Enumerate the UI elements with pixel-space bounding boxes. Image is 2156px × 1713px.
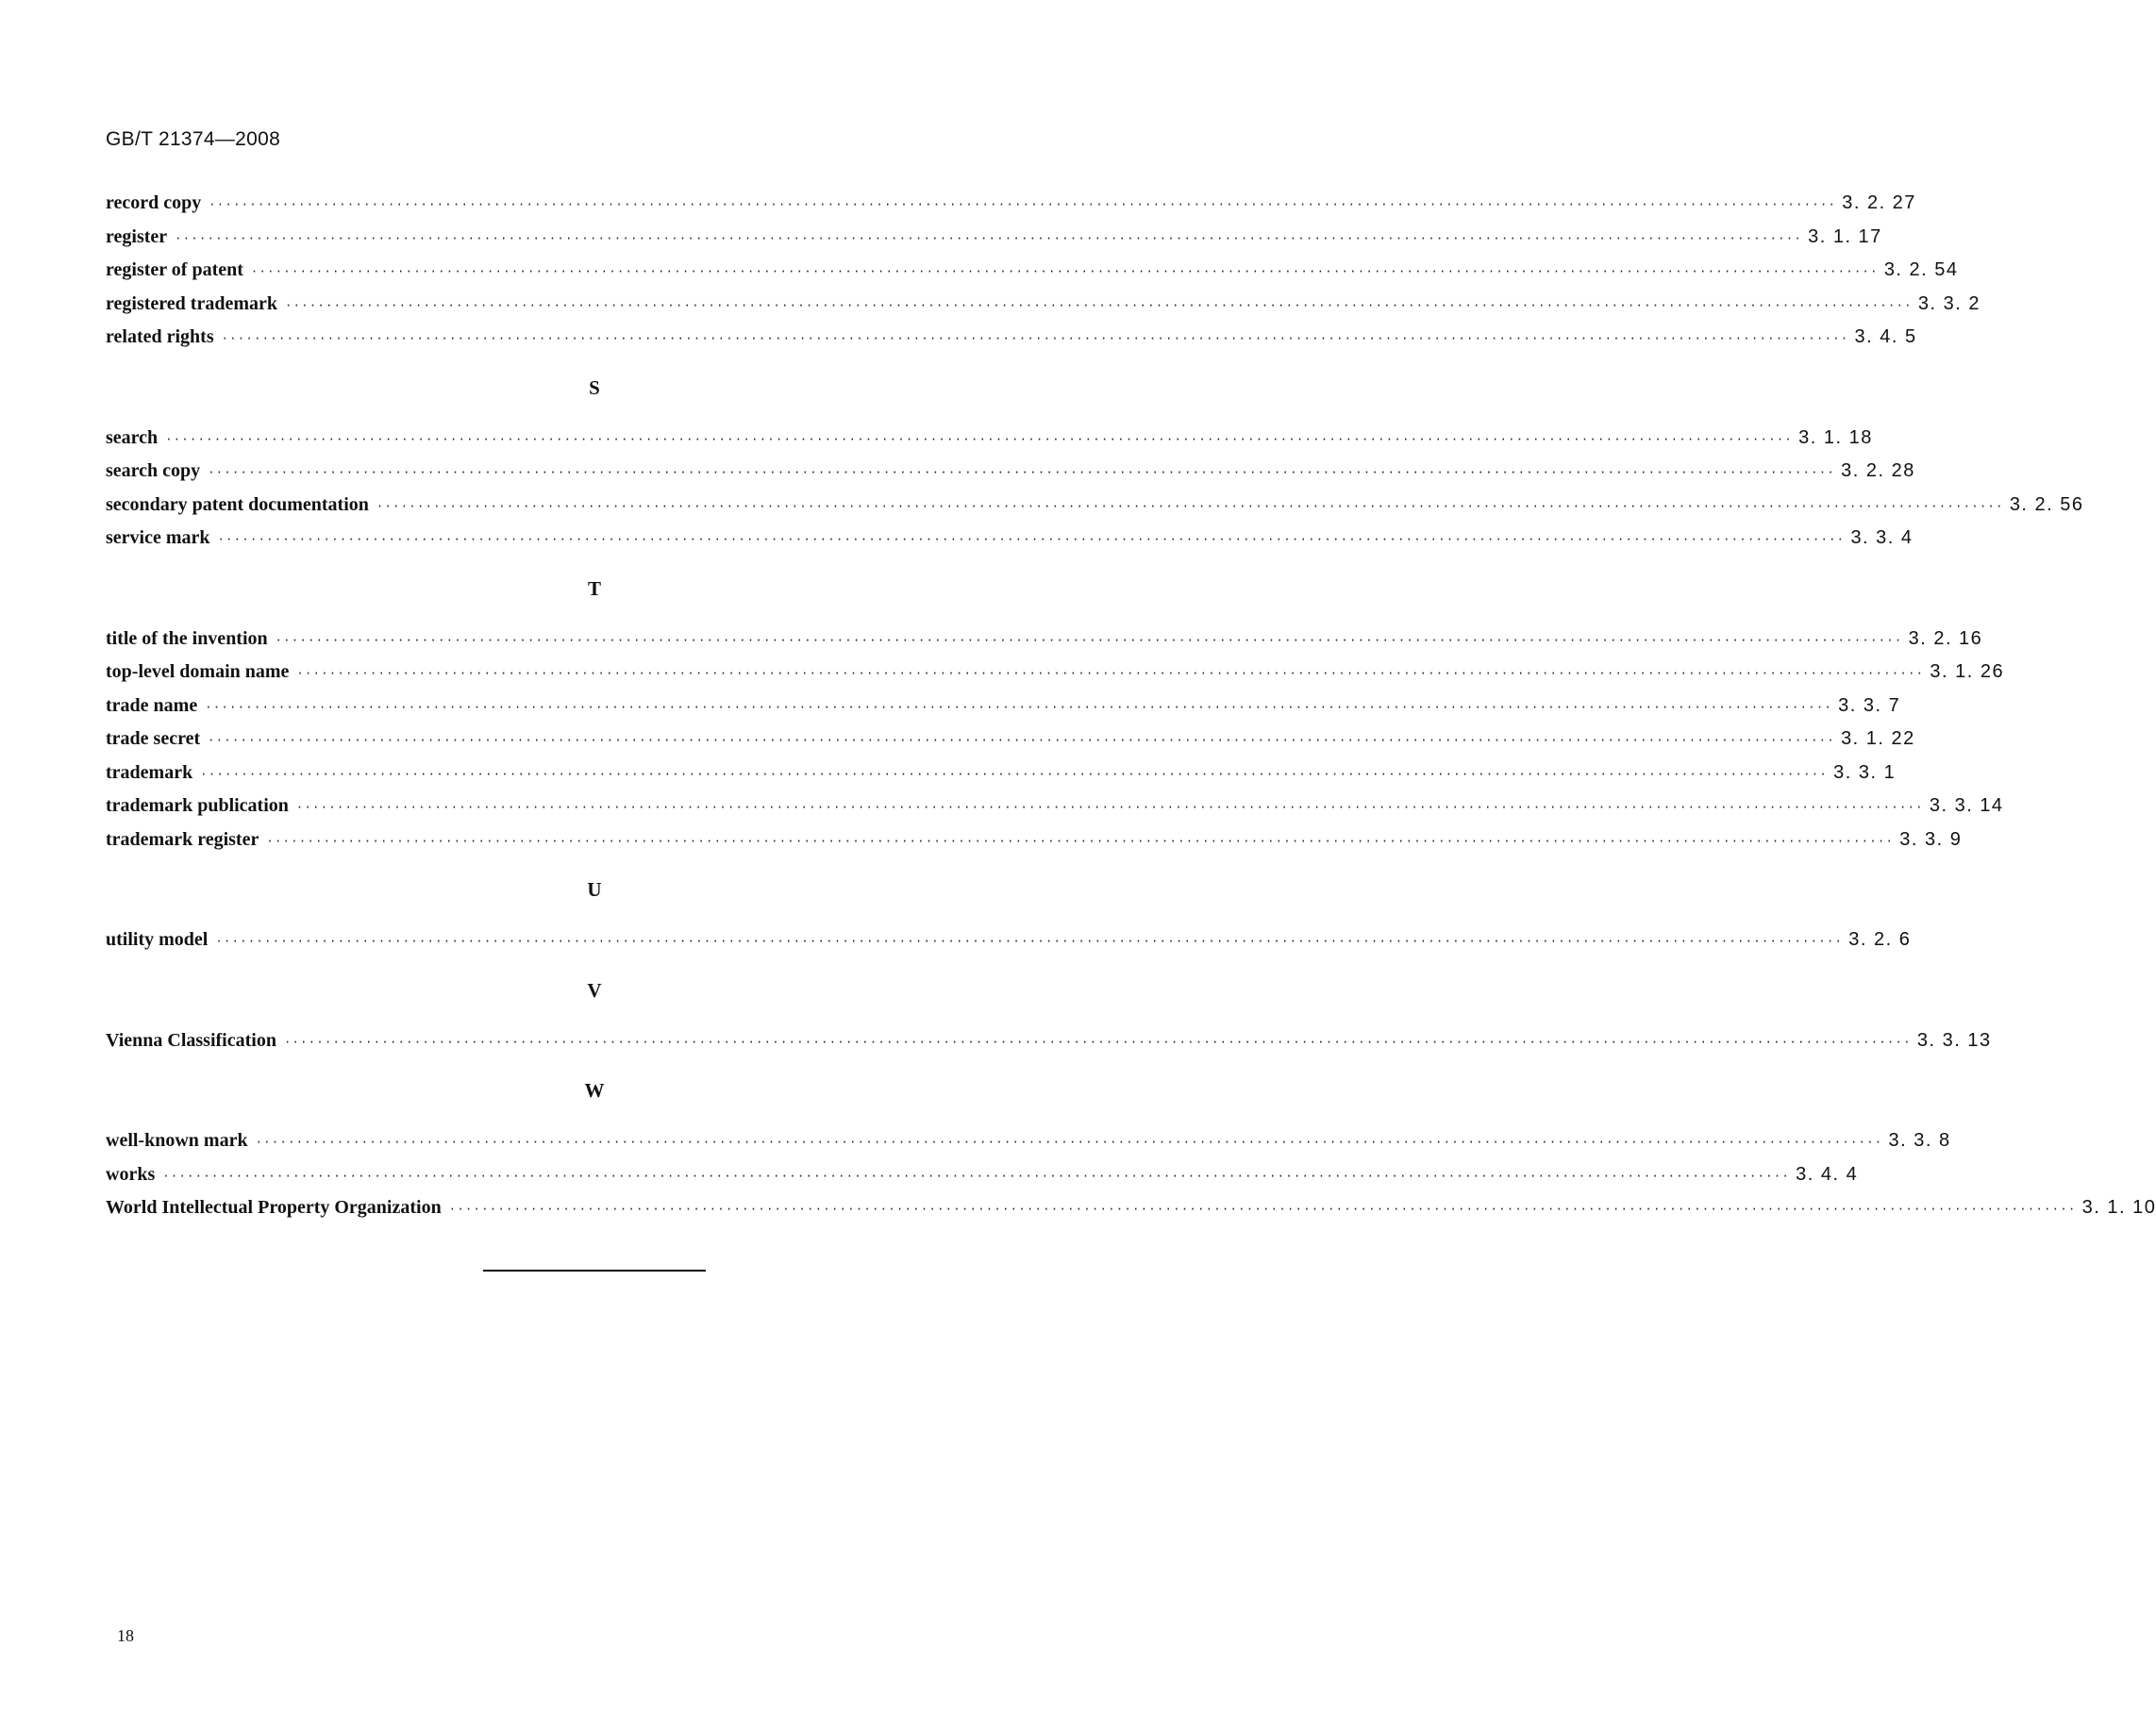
clause-reference: 3. 3. 9 [1899, 828, 1963, 850]
index-entry [106, 623, 1983, 657]
index-term: secondary patent documentation [106, 493, 369, 515]
clause-reference: 3. 2. 54 [1883, 259, 1959, 280]
index-entry [106, 321, 1917, 355]
section-letter-heading: T [587, 576, 601, 600]
clause-reference: 3. 2. 27 [1842, 192, 1916, 213]
dot-leader: ········································································································································································································ [208, 466, 1836, 479]
index-term: trademark [106, 761, 193, 783]
index-term: record copy [106, 192, 202, 213]
index-section-v [106, 957, 1992, 1058]
clause-reference: 3. 3. 4 [1850, 527, 1914, 548]
index-term: title of the invention [106, 627, 268, 649]
index-term: register of patent [106, 259, 243, 280]
index-term: trademark publication [106, 795, 289, 816]
clause-reference: 3. 2. 28 [1841, 460, 1915, 481]
index-term: search copy [106, 460, 201, 481]
index-entry [106, 455, 1915, 489]
index-entry [106, 187, 1916, 221]
document-header: GB/T 21374—2008 [106, 128, 281, 150]
index-term: service mark [106, 527, 210, 548]
index-term: works [106, 1163, 156, 1185]
clause-reference: 3. 3. 7 [1838, 694, 1901, 716]
index-entry [106, 790, 2004, 823]
index-entry [106, 923, 1912, 957]
index-entry [106, 1024, 1992, 1058]
index-entry [106, 522, 1914, 556]
dot-leader: ········································································································································································································ [275, 633, 1903, 647]
index-entry [106, 288, 1981, 322]
index-term: registered trademark [106, 292, 277, 314]
index-term: Vienna Classification [106, 1029, 276, 1051]
dot-leader: ········································································································································································································ [221, 332, 1849, 345]
index-term: trade name [106, 694, 198, 716]
dot-leader: ········································································································································································································ [255, 1136, 1883, 1149]
index-entry [106, 422, 1873, 456]
index-term: trade secret [106, 728, 201, 749]
section-letter-heading: S [589, 375, 600, 399]
dot-leader: ········································································································································································································ [165, 432, 1794, 446]
index-entry [106, 221, 1882, 255]
clause-reference: 3. 2. 56 [2009, 493, 2084, 515]
index-entry [106, 489, 2084, 523]
dot-leader: ········································································································································································································ [295, 801, 1924, 814]
dot-leader: ········································································································································································································ [162, 1169, 1791, 1183]
index-section-s [106, 355, 2084, 556]
index-term: well-known mark [106, 1130, 248, 1151]
dot-leader: ········································································································································································································ [283, 1035, 1912, 1049]
index-entry [106, 1158, 1859, 1192]
dot-leader: ········································································································································································································ [376, 499, 2004, 513]
term-index [106, 187, 2156, 1225]
index-section [106, 187, 1981, 355]
clause-reference: 3. 1. 26 [1930, 661, 2005, 682]
clause-reference: 3. 4. 5 [1854, 326, 1917, 347]
dot-leader: ········································································································································································································ [205, 700, 1833, 714]
clause-reference: 3. 3. 8 [1888, 1130, 1951, 1151]
index-entry [106, 1124, 1951, 1158]
index-term: top-level domain name [106, 661, 290, 682]
index-entry [106, 723, 1915, 757]
dot-leader: ········································································································································································································ [250, 265, 1879, 278]
index-term: trademark register [106, 828, 259, 850]
index-section-u [106, 856, 1912, 957]
index-entry [106, 757, 1897, 790]
index-term: search [106, 426, 159, 448]
dot-leader: ········································································································································································································ [448, 1203, 2077, 1216]
dot-leader: ········································································································································································································ [266, 834, 1895, 848]
index-section-w [106, 1057, 2156, 1225]
index-entry [106, 823, 1963, 857]
clause-reference: 3. 2. 6 [1848, 929, 1912, 950]
dot-leader: ········································································································································································································ [296, 667, 1925, 680]
dot-leader: ········································································································································································································ [284, 298, 1913, 312]
index-term: register [106, 225, 168, 247]
dot-leader: ········································································································································································································ [209, 198, 1837, 211]
dot-leader: ········································································································································································································ [215, 935, 1844, 948]
index-entry [106, 254, 1959, 288]
clause-reference: 3. 3. 14 [1929, 795, 2004, 816]
clause-reference: 3. 1. 10 [2081, 1197, 2156, 1218]
index-term: related rights [106, 326, 214, 347]
clause-reference: 3. 1. 22 [1841, 728, 1915, 749]
index-section-t [106, 556, 2005, 857]
section-letter-heading: V [587, 978, 602, 1002]
index-term: utility model [106, 929, 209, 950]
clause-reference: 3. 3. 1 [1833, 761, 1897, 783]
clause-reference: 3. 1. 17 [1808, 225, 1882, 247]
clause-reference: 3. 1. 18 [1798, 426, 1873, 448]
index-entry [106, 690, 1901, 723]
index-entry [106, 656, 2005, 690]
dot-leader: ········································································································································································································ [200, 767, 1829, 781]
dot-leader: ········································································································································································································ [175, 231, 1803, 245]
page-number: 18 [117, 1626, 134, 1645]
clause-reference: 3. 2. 16 [1908, 627, 1983, 649]
section-letter-heading: U [587, 878, 602, 901]
section-letter-heading: W [584, 1079, 605, 1102]
clause-reference: 3. 4. 4 [1796, 1163, 1859, 1185]
clause-reference: 3. 3. 2 [1917, 292, 1981, 314]
dot-leader: ········································································································································································································ [217, 533, 1846, 546]
clause-reference: 3. 3. 13 [1916, 1029, 1992, 1051]
index-entry [106, 1191, 2156, 1225]
index-term: World Intellectual Property Organization [106, 1197, 442, 1218]
end-rule [483, 1270, 706, 1272]
dot-leader: ········································································································································································································ [208, 734, 1836, 747]
